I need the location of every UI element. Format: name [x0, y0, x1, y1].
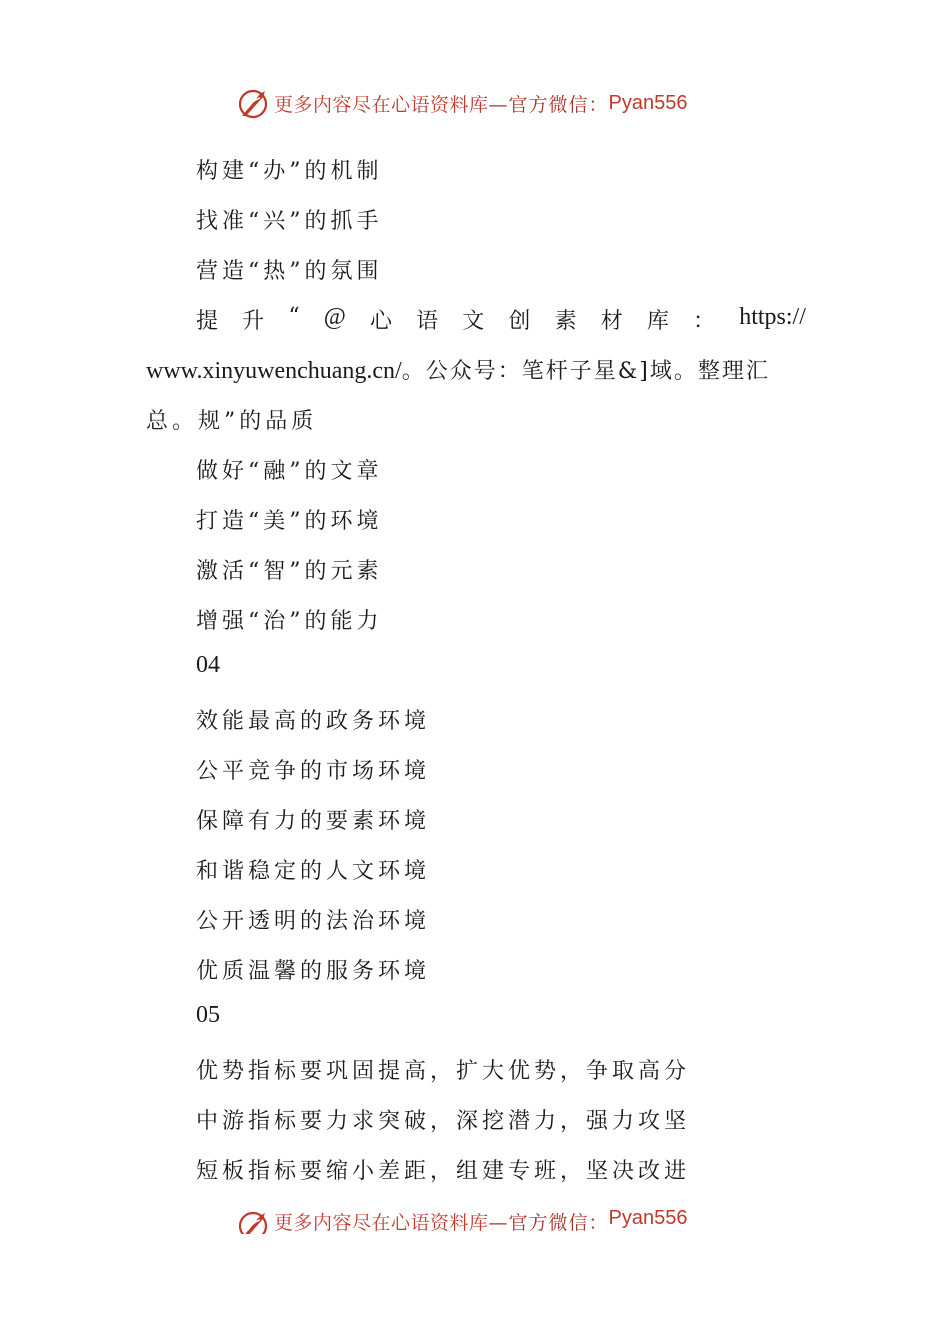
- text-line: 找准“兴”的抓手: [196, 209, 383, 234]
- banner-title: 更多内容尽在心语资料库: [274, 93, 489, 116]
- text-line: 公开透明的法治环境: [196, 909, 431, 934]
- text-line: 公平竞争的市场环境: [196, 759, 431, 784]
- section-number: 05: [196, 1002, 220, 1028]
- header-banner: [236, 84, 688, 122]
- text-line: 效能最高的政务环境: [196, 709, 431, 734]
- char: 素: [554, 309, 577, 334]
- text-line: 营造“热”的氛围: [196, 259, 383, 284]
- text-line: 增强“治”的能力: [196, 609, 383, 634]
- text-line: 保障有力的要素环境: [196, 809, 431, 834]
- text-line: 做好“融”的文章: [196, 459, 383, 484]
- section-number: 04: [196, 652, 220, 678]
- char: “: [288, 304, 300, 329]
- url-text: www.xinyuwenchuang.cn/: [146, 358, 402, 384]
- char: 提: [196, 309, 219, 334]
- paragraph-row-3: 总。规”的品质: [146, 409, 318, 434]
- char: ：: [693, 309, 716, 334]
- text-line: 中游指标要力求突破，深挖潜力，强力攻坚: [196, 1109, 691, 1134]
- char: 文: [462, 309, 485, 334]
- char: 材: [600, 309, 623, 334]
- char: 创: [508, 309, 531, 334]
- paragraph-text: 。公众号：笔杆子星&]域。整理汇: [401, 359, 770, 384]
- text-line: 构建“办”的机制: [196, 159, 383, 184]
- text-line: 激活“智”的元素: [196, 559, 383, 584]
- text-line: 和谐稳定的人文环境: [196, 859, 431, 884]
- banner-wechat-id: Pyan556: [608, 1207, 688, 1229]
- banner-wechat-id: Pyan556: [608, 91, 688, 114]
- char: 升: [242, 309, 265, 334]
- text-line: 优势指标要巩固提高，扩大优势，争取高分: [196, 1059, 691, 1084]
- banner-wechat-label: —官方微信：: [488, 1212, 609, 1234]
- pen-logo-icon: [236, 1208, 270, 1234]
- banner-wechat-label: —官方微信：: [488, 93, 609, 116]
- paragraph-row-1: [196, 304, 806, 335]
- text-line: 短板指标要缩小差距，组建专班，坚决改进: [196, 1159, 691, 1184]
- pen-logo-icon: [236, 86, 270, 120]
- text-line: 优质温馨的服务环境: [196, 959, 431, 984]
- footer-banner: [236, 1204, 688, 1234]
- char: https://: [739, 304, 806, 330]
- banner-title: 更多内容尽在心语资料库: [274, 1212, 489, 1234]
- paragraph-watermark: [146, 304, 806, 434]
- char: 心: [369, 309, 392, 334]
- char: 语: [416, 309, 439, 334]
- text-line: 打造“美”的环境: [196, 509, 383, 534]
- char: @: [323, 304, 346, 330]
- paragraph-row-2: [146, 354, 770, 385]
- char: 库: [646, 309, 669, 334]
